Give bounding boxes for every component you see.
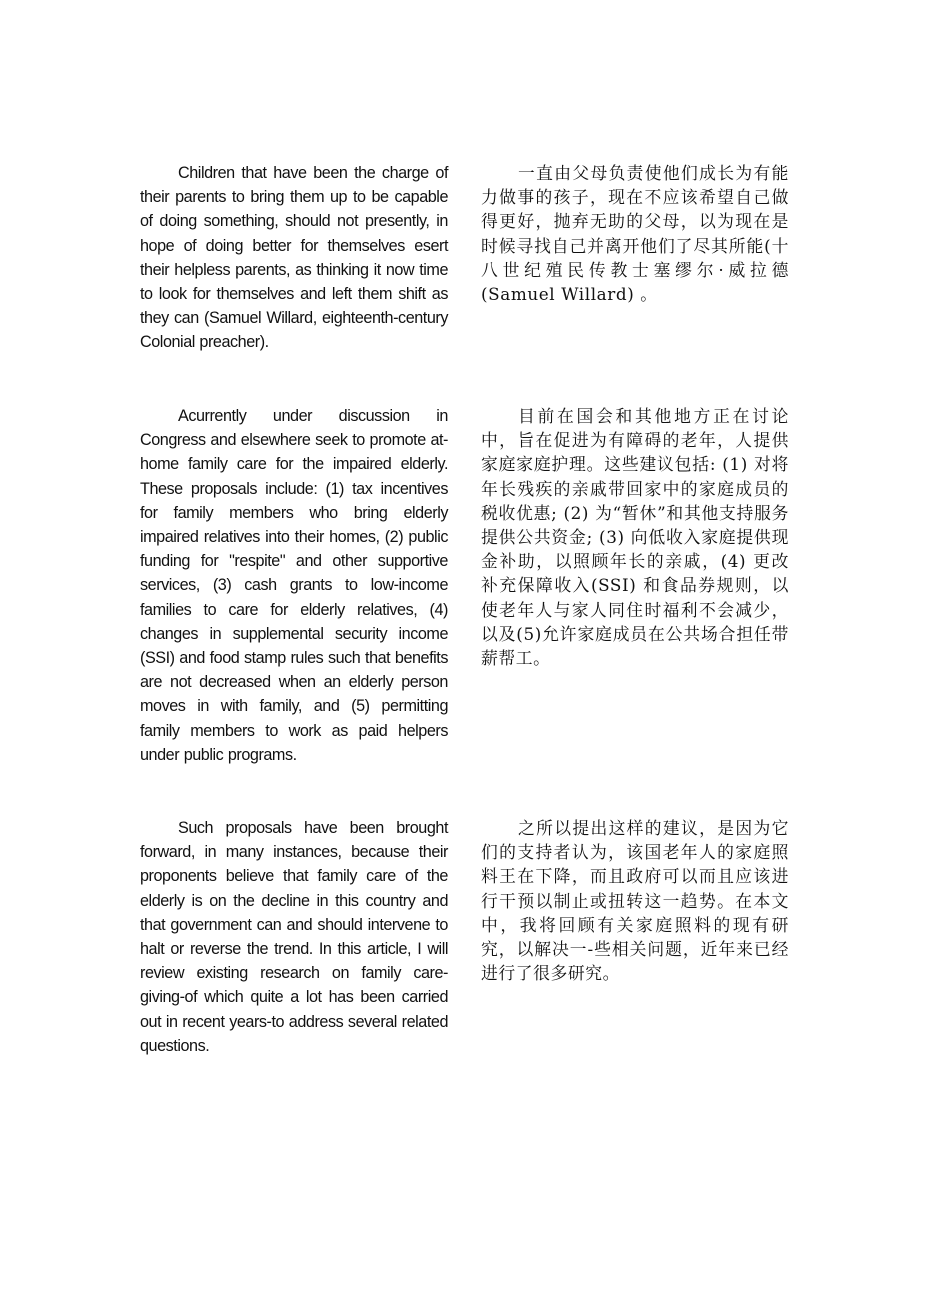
- english-paragraph-3: Such proposals have been brought forward, in many instances, because their proponents believe that family care of the elderly is on the decline in this country and that government can and should intervene to halt or reverse the trend. In this article, I will review existing research on family care-giving-of which quite a lot has been carried out in recent years-to address several related questions.: [140, 819, 448, 1055]
- chinese-paragraph-3: 之所以提出这样的建议，是因为它们的支持者认为，该国老年人的家庭照料王在下降，而且政府可以而且应该进行干预以制止或扭转这一趋势。在本文中，我将回顾有关家庭照料的现有研究，以解决一-些相关问题，近年来已经进行了很多研究。: [481, 818, 789, 984]
- english-paragraph-1: Children that have been the charge of their parents to bring them up to be capable of doing something, should not presently, in hope of doing better for themselves esert their helpless parents, as thinking it now time to look for themselves and left them shift as they can (Samuel Willard, eighteenth-century Colonial preacher).: [140, 164, 448, 352]
- english-paragraph-2: Acurrently under discussion in Congress and elsewhere seek to promote at-home family care for the impaired elderly. These proposals include: (1) tax incentives for family members who bring elderly impaired relatives into their homes, (2) public funding for "respite" and other supportive services, (3) cash grants to low-income families to care for elderly relatives, (4) changes in supplemental security income (SSI) and food stamp rules such that benefits are not decreased when an elderly person moves in with family, and (5) permitting family members to work as paid helpers under public programs.: [140, 407, 448, 764]
- chinese-paragraph-2: 目前在国会和其他地方正在讨论中，旨在促进为有障碍的老年，人提供家庭家庭护理。这些建议包括: (1) 对将年长残疾的亲戚带回家中的家庭成员的税收优惠; (2) 为“暂休”和其他支持服务提供公共资金; (3) 向低收入家庭提供现金补助，以照顾年长的亲戚，(4) 更改补充保障收入(SSI) 和食品券规则，以使老年人与家人同住时福利不会减少，以及(5)允许家庭成员在公共场合担任带薪帮工。: [481, 406, 789, 669]
- chinese-paragraph-1: 一直由父母负责使他们成长为有能力做事的孩子，现在不应该希望自己做得更好，抛弃无助的父母，以为现在是时候寻找自己并离开他们了尽其所能(十八世纪殖民传教士塞缪尔·威拉德(Samuel Willard) 。: [481, 163, 789, 305]
